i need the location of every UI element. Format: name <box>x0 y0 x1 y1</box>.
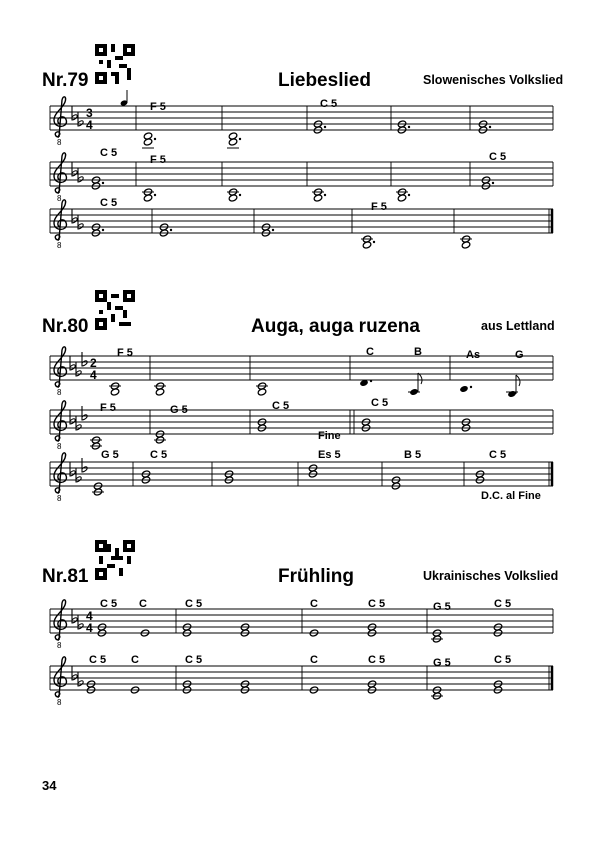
staff <box>50 200 553 250</box>
page-number: 34 <box>42 778 57 793</box>
chord-label: G 5 <box>433 657 451 669</box>
chord-label: C 5 <box>368 654 386 666</box>
song-origin: aus Lettland <box>481 319 555 333</box>
chord-label: C 5 <box>89 654 107 666</box>
chord-label: C 5 <box>185 654 203 666</box>
chord-label: G <box>515 349 524 361</box>
chord-label: C 5 <box>272 400 290 412</box>
svg-text:2: 2 <box>90 356 97 370</box>
chord-label: C <box>139 598 147 610</box>
chord-label: C 5 <box>320 98 338 110</box>
svg-text:4: 4 <box>90 368 97 382</box>
chord-label: C 5 <box>489 449 507 461</box>
song-origin: Ukrainisches Volkslied <box>423 569 559 583</box>
chord-label: B <box>414 346 422 358</box>
staff <box>50 453 553 503</box>
chord-label: C 5 <box>100 598 118 610</box>
song-origin: Slowenisches Volkslied <box>423 73 564 87</box>
chord-label: B 5 <box>404 449 422 461</box>
chord-label: F 5 <box>150 154 166 166</box>
chord-label: C 5 <box>489 151 507 163</box>
chord-label: C 5 <box>150 449 168 461</box>
dc-al-fine-marking: D.C. al Fine <box>481 490 541 502</box>
chord-label: C <box>310 654 318 666</box>
chord-label: C 5 <box>371 397 389 409</box>
song-title: Frühling <box>278 566 354 587</box>
chord-label: G 5 <box>101 449 119 461</box>
chord-label: C 5 <box>494 654 512 666</box>
chord-label: C 5 <box>368 598 386 610</box>
svg-text:4: 4 <box>86 621 93 635</box>
staff <box>50 401 553 451</box>
sheet-music: 8 3 4 F 5 C 5 C 5 F 5 C 5 C 5 F 5 2 4 F 5 C B As G F 5 G 5 C 5 C 5 Fine G 5 C 5 Es 5 B 5 C 5 D.C. al Fine 4 4 C 5 C C 5 C C 5 G 5 C 5 C 5 C C 5 C C 5 G 5 C 5 <box>0 0 600 846</box>
chord-label: Es 5 <box>318 449 341 461</box>
song-number: Nr.81 <box>42 566 89 587</box>
staff <box>50 153 553 203</box>
chord-label: C 5 <box>100 197 118 209</box>
fine-marking: Fine <box>318 430 341 442</box>
chord-label: C 5 <box>494 598 512 610</box>
svg-text:4: 4 <box>86 118 93 132</box>
chord-label: C 5 <box>185 598 203 610</box>
svg-text:4: 4 <box>86 609 93 623</box>
staff <box>50 600 553 650</box>
chord-label: F 5 <box>150 101 166 113</box>
chord-label: As <box>466 349 481 361</box>
chord-label: F 5 <box>117 347 133 359</box>
song-number: Nr.80 <box>42 316 89 337</box>
chord-label: C <box>310 598 318 610</box>
chord-label: C <box>366 346 374 358</box>
chord-label: G 5 <box>433 601 451 613</box>
song-title: Liebeslied <box>278 70 371 91</box>
staff <box>50 90 553 148</box>
chord-label: F 5 <box>100 402 116 414</box>
chord-label: F 5 <box>371 201 387 213</box>
svg-text:3: 3 <box>86 106 93 120</box>
chord-label: G 5 <box>170 404 188 416</box>
song-title: Auga, auga ruzena <box>251 316 420 337</box>
staff <box>50 657 553 707</box>
chord-label: C 5 <box>100 147 118 159</box>
song-number: Nr.79 <box>42 70 89 91</box>
chord-label: C <box>131 654 139 666</box>
